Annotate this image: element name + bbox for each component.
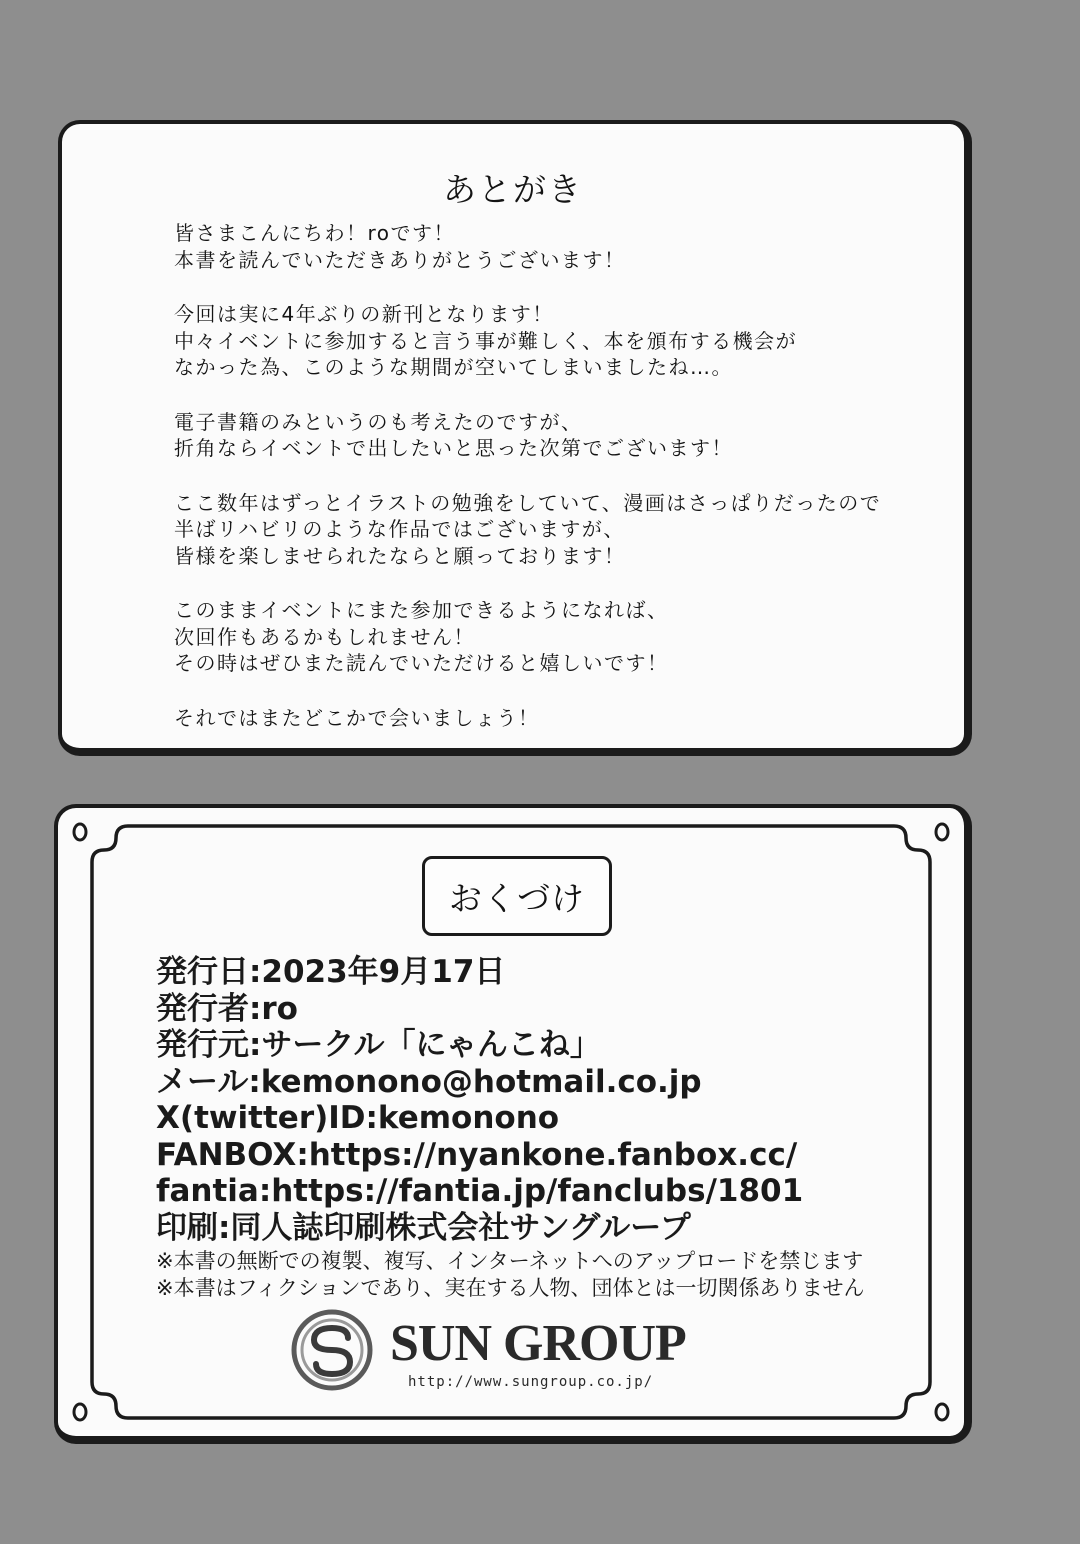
afterword-line: 折角ならイベントで出したいと思った次第でございます！ bbox=[174, 436, 733, 460]
corner-ring-icon bbox=[936, 1404, 948, 1420]
afterword-line: ここ数年はずっとイラストの勉強をしていて、漫画はさっぱりだったので bbox=[174, 490, 882, 515]
afterword-paragraph bbox=[174, 220, 914, 273]
printer: 印刷:同人誌印刷株式会社サングループ bbox=[156, 1209, 691, 1246]
afterword-line: それではまたどこかで会いましょう！ bbox=[174, 705, 540, 730]
sun-group-logo bbox=[290, 1308, 750, 1408]
publisher: 発行者:ro bbox=[156, 990, 298, 1027]
sun-group-logo-icon bbox=[290, 1308, 374, 1392]
afterword-line: その時はぜひまた読んでいただけると嬉しいです！ bbox=[174, 651, 669, 675]
logo-url: http://www.sungroup.co.jp/ bbox=[408, 1374, 654, 1390]
afterword-panel bbox=[58, 120, 972, 756]
afterword-paragraph bbox=[174, 301, 914, 381]
circle-name: 発行元:サークル「にゃんこね」 bbox=[156, 1027, 601, 1063]
fantia-url: fantia:https://fantia.jp/fanclubs/1801 bbox=[156, 1173, 804, 1209]
afterword-line: このままイベントにまた参加できるようになれば、 bbox=[174, 598, 669, 622]
afterword-line: 電子書籍のみというのも考えたのですが、 bbox=[174, 409, 583, 434]
afterword-paragraph bbox=[174, 705, 914, 732]
afterword-line: 皆さまこんにちわ！roです！ bbox=[174, 221, 456, 245]
afterword-line: 中々イベントに参加すると言う事が難しく、本を頒布する機会が bbox=[174, 328, 798, 353]
afterword-paragraph bbox=[174, 409, 914, 462]
afterword-title: あとがき bbox=[443, 170, 583, 209]
twitter-id: X(twitter)ID:kemonono bbox=[156, 1100, 560, 1136]
corner-ring-icon bbox=[74, 824, 86, 840]
colophon-panel bbox=[54, 804, 972, 1444]
afterword-line: なかった為、このような期間が空いてしまいましたね…。 bbox=[174, 355, 733, 379]
logo-name: SUN GROUP bbox=[390, 1315, 686, 1372]
afterword-line: 本書を読んでいただきありがとうございます！ bbox=[174, 247, 626, 272]
colophon-title: おくづけ bbox=[422, 856, 612, 936]
fanbox-url: FANBOX:https://nyankone.fanbox.cc/ bbox=[156, 1136, 798, 1173]
email: メール:kemonono@hotmail.co.jp bbox=[156, 1063, 702, 1100]
corner-ring-icon bbox=[74, 1404, 86, 1420]
legal-notes bbox=[156, 1248, 916, 1302]
afterword-body bbox=[174, 220, 914, 759]
legal-note: ※本書はフィクションであり、実在する人物、団体とは一切関係ありません bbox=[156, 1276, 865, 1300]
publish-date: 発行日:2023年9月17日 bbox=[156, 954, 506, 990]
afterword-line: 半ばリハビリのような作品ではございますが、 bbox=[174, 517, 625, 541]
corner-ring-icon bbox=[936, 824, 948, 840]
afterword-line: 今回は実に4年ぶりの新刊となります！ bbox=[174, 302, 554, 326]
afterword-paragraph bbox=[174, 490, 914, 570]
afterword-paragraph bbox=[174, 597, 914, 677]
colophon-info bbox=[156, 954, 916, 1302]
afterword-line: 次回作もあるかもしれません！ bbox=[174, 624, 475, 649]
legal-note: ※本書の無断での複製、複写、インターネットへのアップロードを禁じます bbox=[156, 1249, 864, 1273]
afterword-line: 皆様を楽しませられたならと願っております！ bbox=[174, 543, 626, 568]
